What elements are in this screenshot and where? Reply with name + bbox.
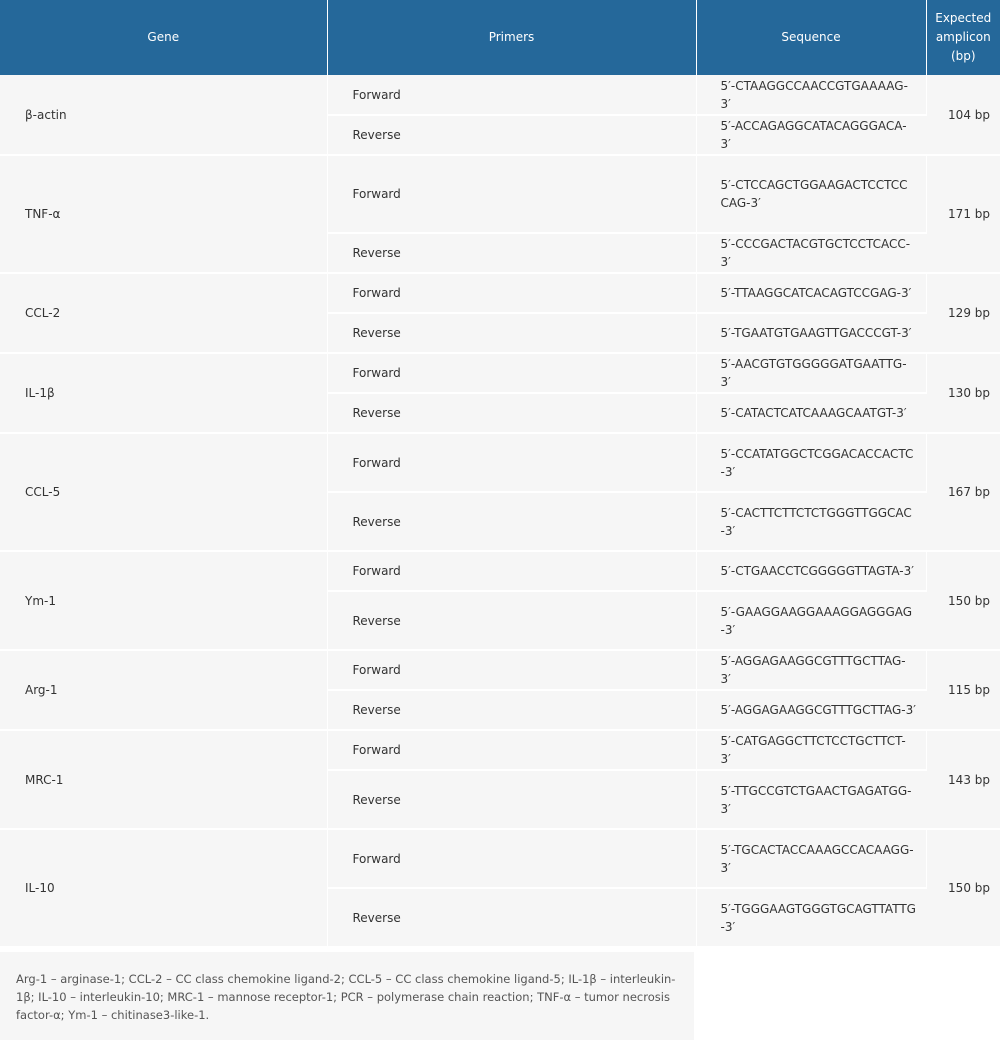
primer-direction-cell: Forward	[327, 829, 696, 888]
primer-direction-cell: Forward	[327, 353, 696, 393]
table-row	[0, 273, 1000, 313]
table-footnote: Arg-1 – arginase-1; CCL-2 – CC class chemokine ligand-2; CCL-5 – CC class chemokine ligand-5; IL-1β – interleukin-1β; IL-10 – interleukin-10; MRC-1 – mannose receptor-1; PCR – polymerase chain reaction; TNF-α – tumor necrosis factor-α; Ym-1 – chitinase3-like-1.	[0, 952, 694, 1040]
sequence-cell: 5′-CCATATGGCTCGGACACCACTC-3′	[696, 433, 926, 492]
primer-direction-cell: Reverse	[327, 233, 696, 273]
primer-direction-cell: Reverse	[327, 115, 696, 155]
primer-direction-cell: Reverse	[327, 393, 696, 433]
sequence-cell: 5′-TTAAGGCATCACAGTCCGAG-3′	[696, 273, 926, 313]
header-amplicon: Expected amplicon (bp)	[926, 0, 1000, 75]
sequence-cell: 5′-CTCCAGCTGGAAGACTCCTCCCAG-3′	[696, 155, 926, 233]
sequence-cell: 5′-TGAATGTGAAGTTGACCCGT-3′	[696, 313, 926, 353]
primer-direction-cell: Forward	[327, 155, 696, 233]
header-primers: Primers	[327, 0, 696, 75]
gene-cell: IL-1β	[0, 353, 327, 433]
primer-direction-cell: Reverse	[327, 888, 696, 947]
sequence-cell: 5′-CATGAGGCTTCTCCTGCTTCT-3′	[696, 730, 926, 770]
gene-cell: Ym-1	[0, 551, 327, 650]
gene-cell: Arg-1	[0, 650, 327, 730]
table-row	[0, 551, 1000, 591]
amplicon-cell: 104 bp	[926, 75, 1000, 155]
sequence-cell: 5′-CACTTCTTCTCTGGGTTGGCAC-3′	[696, 492, 926, 551]
sequence-cell: 5′-AGGAGAAGGCGTTTGCTTAG-3′	[696, 650, 926, 690]
primer-direction-cell: Forward	[327, 433, 696, 492]
gene-cell: CCL-2	[0, 273, 327, 353]
primer-direction-cell: Forward	[327, 551, 696, 591]
sequence-cell: 5′-CTAAGGCCAACCGTGAAAAG-3′	[696, 75, 926, 115]
table-row	[0, 353, 1000, 393]
sequence-cell: 5′-CATACTCATCAAAGCAATGT-3′	[696, 393, 926, 433]
gene-cell: TNF-α	[0, 155, 327, 273]
sequence-cell: 5′-AGGAGAAGGCGTTTGCTTAG-3′	[696, 690, 926, 730]
sequence-cell: 5′-CTGAACCTCGGGGGTTAGTA-3′	[696, 551, 926, 591]
header-sequence: Sequence	[696, 0, 926, 75]
table-header-row	[0, 0, 1000, 75]
amplicon-cell: 129 bp	[926, 273, 1000, 353]
primer-direction-cell: Forward	[327, 730, 696, 770]
primer-direction-cell: Reverse	[327, 770, 696, 829]
amplicon-cell: 130 bp	[926, 353, 1000, 433]
sequence-cell: 5′-TGCACTACCAAAGCCACAAGG-3′	[696, 829, 926, 888]
amplicon-cell: 115 bp	[926, 650, 1000, 730]
table-body	[0, 75, 1000, 947]
primer-direction-cell: Reverse	[327, 690, 696, 730]
amplicon-cell: 143 bp	[926, 730, 1000, 829]
table-row	[0, 75, 1000, 115]
sequence-cell: 5′-GAAGGAAGGAAAGGAGGGAG-3′	[696, 591, 926, 650]
sequence-cell: 5′-CCCGACTACGTGCTCCTCACC-3′	[696, 233, 926, 273]
table-row	[0, 650, 1000, 690]
amplicon-cell: 167 bp	[926, 433, 1000, 551]
primer-direction-cell: Forward	[327, 75, 696, 115]
primer-direction-cell: Reverse	[327, 591, 696, 650]
sequence-cell: 5′-TTGCCGTCTGAACTGAGATGG-3′	[696, 770, 926, 829]
table-row	[0, 730, 1000, 770]
primer-direction-cell: Forward	[327, 650, 696, 690]
amplicon-cell: 171 bp	[926, 155, 1000, 273]
table-row	[0, 433, 1000, 492]
gene-cell: MRC-1	[0, 730, 327, 829]
table-row	[0, 155, 1000, 233]
primer-direction-cell: Forward	[327, 273, 696, 313]
amplicon-cell: 150 bp	[926, 829, 1000, 947]
table-row	[0, 829, 1000, 888]
header-gene: Gene	[0, 0, 327, 75]
sequence-cell: 5′-TGGGAAGTGGGTGCAGTTATTG-3′	[696, 888, 926, 947]
sequence-cell: 5′-ACCAGAGGCATACAGGGACA-3′	[696, 115, 926, 155]
primer-direction-cell: Reverse	[327, 492, 696, 551]
gene-cell: β-actin	[0, 75, 327, 155]
sequence-cell: 5′-AACGTGTGGGGGATGAATTG-3′	[696, 353, 926, 393]
primer-direction-cell: Reverse	[327, 313, 696, 353]
gene-cell: IL-10	[0, 829, 327, 947]
gene-cell: CCL-5	[0, 433, 327, 551]
amplicon-cell: 150 bp	[926, 551, 1000, 650]
